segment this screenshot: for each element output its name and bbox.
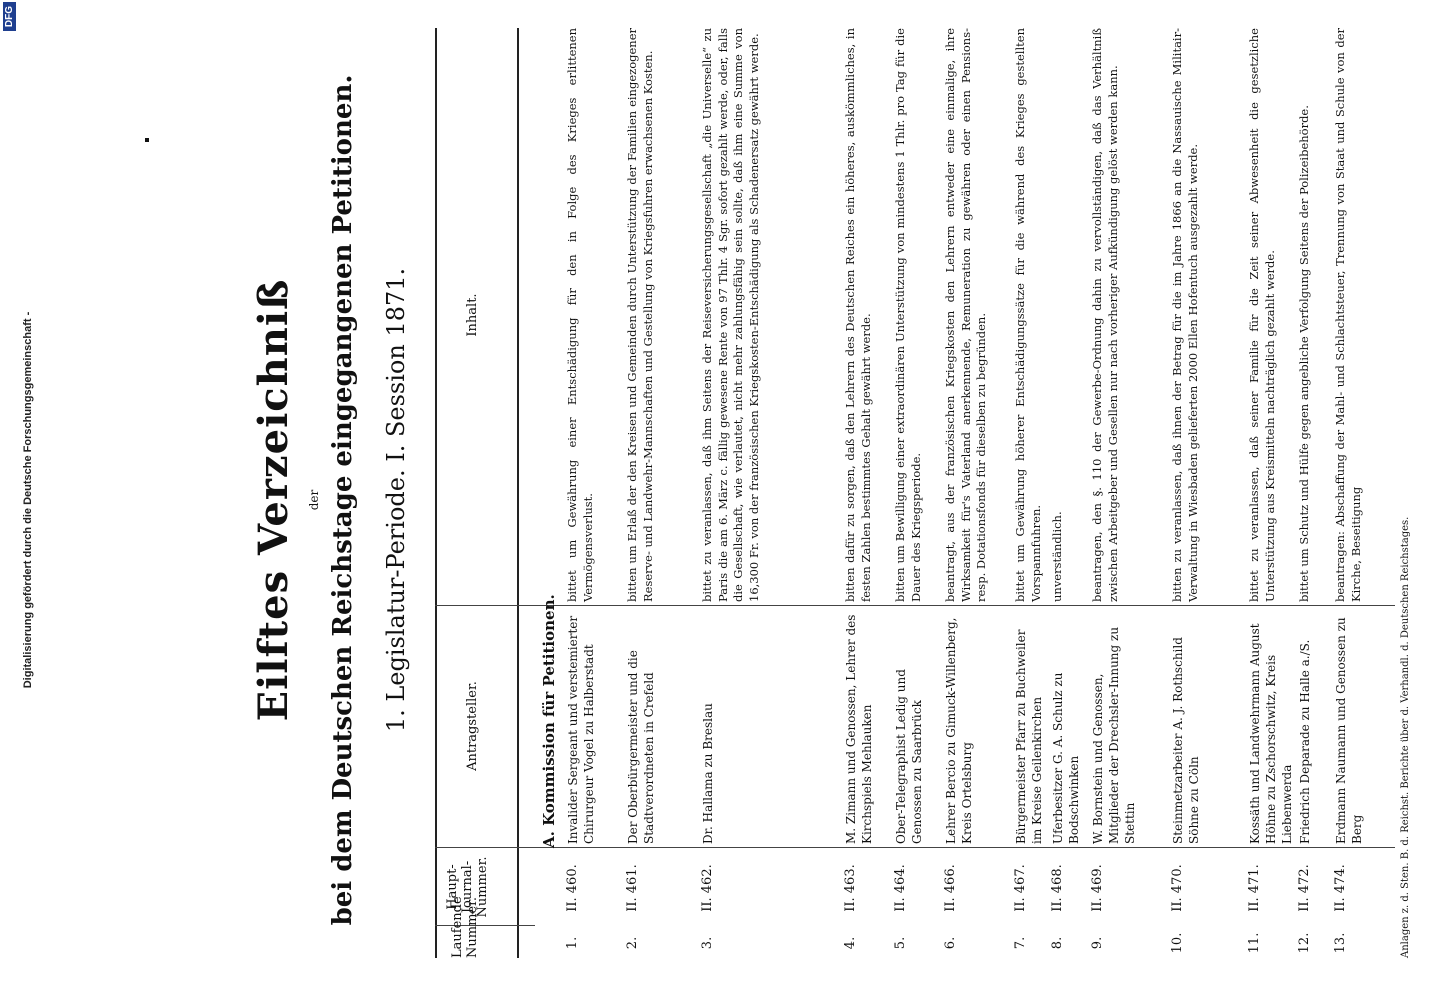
header-haupt-journal-nummer: Haupt-Journal-Nummer. bbox=[445, 856, 490, 918]
petition-content: bitten um Erlaß der den Kreisen und Gemeinden durch Unterstützung der Familien eingezogener Reserve- und Landwehr-Mannschaften und Gestellung von Kriegsfuhren erwachsenen Kosten. bbox=[625, 28, 655, 602]
petitioner: Uferbesitzer G. A. Schulz zu Bodschwinken bbox=[1051, 672, 1081, 844]
petitioner: Erdmann Naumann und Genossen zu Berg bbox=[1334, 617, 1364, 844]
row-number: 2. bbox=[625, 936, 640, 950]
petition-content: beantragen, den §. 110 der Gewerbe-Ordnung dahin zu vervollständigen, daß das Verhältniß zwischen Arbeitgeber und Gesellen nur nach vorheriger Aufkündigung gelöst werden kann. bbox=[1090, 28, 1120, 602]
column-divider bbox=[435, 605, 1395, 606]
row-number: 5. bbox=[893, 936, 908, 950]
petitioner: M. Zimann und Genossen, Lehrer des Kirchspiels Mehlauken bbox=[844, 614, 874, 844]
journal-number: II. 466. bbox=[943, 864, 958, 912]
table-header-rule bbox=[517, 28, 519, 958]
dfg-logo: DFG bbox=[3, 2, 16, 31]
row-number: 3. bbox=[700, 936, 715, 950]
petitioner: Kossäth und Landwehrmann August Höhne zu Zschorschwitz, Kreis Liebenwerda bbox=[1248, 623, 1294, 844]
journal-number: II. 460. bbox=[565, 864, 580, 912]
petitioner: Der Oberbürgermeister und die Stadtverordneten in Crefeld bbox=[626, 650, 656, 844]
header-antragsteller: Antragsteller. bbox=[465, 681, 480, 771]
petitioner: Invalider Sergeant und verstemierter Chirurgeur Vogel zu Halberstadt bbox=[566, 615, 596, 844]
journal-number: II. 470. bbox=[1170, 864, 1185, 912]
table-top-rule bbox=[435, 28, 437, 958]
petition-content: bitten dafür zu sorgen, daß den Lehrern des Deutschen Reiches ein höheres, auskömmliches, in festen Zahlen bestimmtes Gehalt gewährt werde. bbox=[843, 28, 873, 602]
section-heading: A. Kommission für Petitionen. bbox=[540, 594, 558, 848]
journal-number: II. 472. bbox=[1297, 864, 1312, 912]
row-number: 12. bbox=[1297, 932, 1312, 954]
petition-table bbox=[435, 28, 1432, 958]
row-number: 7. bbox=[1013, 936, 1028, 950]
row-number: 1. bbox=[565, 936, 580, 950]
row-number: 13. bbox=[1333, 932, 1348, 954]
journal-number: II. 469. bbox=[1090, 864, 1105, 912]
petition-content: bittet um Gewährung höherer Entschädigungssätze für die während des Krieges gestellten Vorspannfuhren. bbox=[1013, 28, 1043, 602]
petitioner: Friedrich Deparade zu Halle a./S. bbox=[1298, 639, 1312, 844]
journal-number: II. 463. bbox=[843, 864, 858, 912]
row-number: 10. bbox=[1170, 932, 1185, 954]
row-number: 11. bbox=[1247, 932, 1262, 954]
journal-number: II. 471. bbox=[1247, 864, 1262, 912]
petitioner: Ober-Telegraphist Ledig und Genossen zu Saarbrück bbox=[894, 669, 924, 844]
petition-content: unverständlich. bbox=[1050, 511, 1064, 602]
credit-text: Digitalisierung gefördert durch die Deutsche Forschungsgemeinschaft - bbox=[22, 311, 34, 689]
header-inhalt: Inhalt. bbox=[465, 293, 480, 337]
petitioner: Lehrer Bercio zu Gimuck-Willenberg, Kreis Ortelsburg bbox=[944, 617, 974, 844]
petition-content: bittet um Gewährung einer Entschädigung für den in Folge des Krieges erlittenen Vermögensverlust. bbox=[565, 28, 595, 602]
row-number: 6. bbox=[943, 936, 958, 950]
header-laufende-nummer: Laufende Nummer. bbox=[450, 896, 480, 958]
legislative-period: 1. Legislatur-Periode. I. Session 1871. bbox=[382, 267, 410, 733]
row-number: 4. bbox=[843, 936, 858, 950]
petitioner: Dr. Hallama zu Breslau bbox=[701, 703, 715, 844]
journal-number: II. 461. bbox=[625, 864, 640, 912]
journal-number: II. 474. bbox=[1333, 864, 1348, 912]
petition-content: bittet zu veranlassen, daß ihm Seitens der Reiseversicherungsgesellschaft „die Universelle“ zu Paris die am 6. März c. fällig gewesene Rente von 97 Thlr. 4 Sgr. sofort gezahlt werde, oder, falls die Gesellschaft, wie verlautet, nicht mehr zahlungsfähig sein sollte, daß ihm eine Summe von 16,300 Fr. von der französischen Kriegskosten-Entschädigung als Schadenersatz gewährt werde. bbox=[700, 28, 761, 602]
petition-content: bitten um Bewilligung einer extraordinären Unterstützung von mindestens 1 Thlr. pro Tag für die Dauer des Kriegsperiode. bbox=[893, 28, 923, 602]
journal-number: II. 468. bbox=[1050, 864, 1065, 912]
journal-number: II. 464. bbox=[893, 864, 908, 912]
journal-number: II. 462. bbox=[700, 864, 715, 912]
column-divider bbox=[435, 847, 1395, 848]
petition-content: beantragt, aus der französischen Kriegskosten den Lehrern entweder eine einmalige, ihre Wirksamkeit für's Vaterland anerkennende, Remuneration zu gewähren oder einen Pensions- resp. Dotationsfonds für dieselben zu begründen. bbox=[943, 28, 988, 602]
petition-content: beantragen: Abschaffung der Mahl- und Schlachtsteuer, Trennung von Staat und Schule von der Kirche, Beseitigung bbox=[1333, 28, 1363, 602]
ink-mark bbox=[145, 138, 149, 142]
row-number: 8. bbox=[1050, 936, 1065, 950]
petition-content: bittet um Schutz und Hülfe gegen angebliche Verfolgung Seitens der Polizeibehörde. bbox=[1297, 105, 1311, 602]
row-number: 9. bbox=[1090, 936, 1105, 950]
footnote: Anlagen z. d. Sten. B. d. Reichst. Berichte über d. Verhandl. d. Deutschen Reichstages. bbox=[1400, 516, 1411, 958]
digitization-credit bbox=[22, 0, 34, 1000]
petition-content: bittet zu veranlassen, daß seiner Familie für die Zeit seiner Abwesenheit die gesetzliche Unterstützung aus Kreismitteln nachträglich gezahlt werde. bbox=[1247, 28, 1277, 602]
petitioner: W. Bornstein und Genossen, Mitglieder der Drechsler-Innung zu Stettin bbox=[1091, 626, 1137, 844]
title-connector: der bbox=[307, 489, 321, 511]
petition-content: bitten zu veranlassen, daß ihnen der Betrag für die im Jahre 1866 an die Nassauische Militair-Verwaltung in Wiesbaden gelieferten 2000 Ellen Hofentuch ausgezahlt werde. bbox=[1170, 28, 1200, 602]
document-title: Eilftes Verzeichniß bbox=[250, 278, 297, 722]
journal-number: II. 467. bbox=[1013, 864, 1028, 912]
petitioner: Steinmetzarbeiter A. J. Rothschild Söhne zu Cöln bbox=[1171, 637, 1201, 844]
petitioner: Bürgermeister Pfarr zu Buchweiler im Kreise Geilenkirchen bbox=[1014, 629, 1044, 844]
document-subtitle: bei dem Deutschen Reichstage eingegangenen Petitionen. bbox=[328, 74, 358, 926]
